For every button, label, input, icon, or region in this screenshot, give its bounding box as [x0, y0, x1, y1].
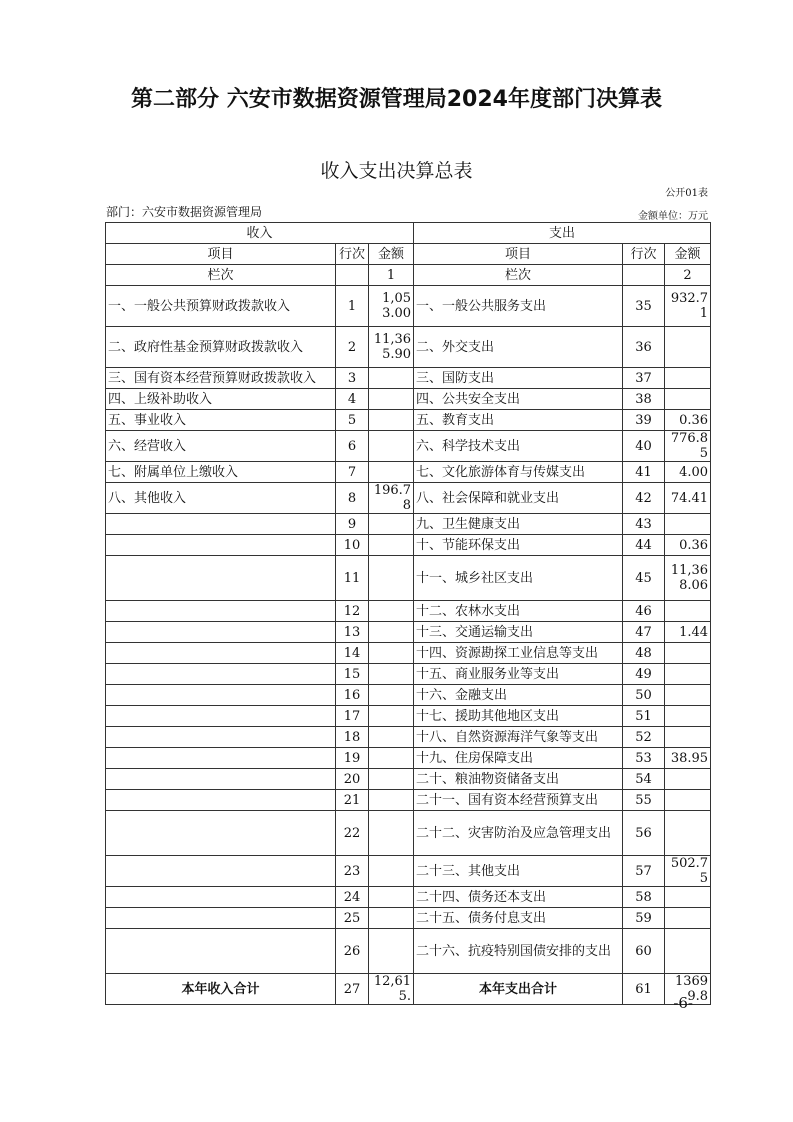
income-amount-cell [369, 368, 414, 389]
income-amount-cell [369, 514, 414, 535]
income-amount-cell [369, 887, 414, 908]
income-item-cell [106, 929, 336, 974]
income-item-cell [106, 601, 336, 622]
income-row-no-cell: 11 [336, 556, 369, 601]
expense-row-no-cell: 55 [623, 790, 665, 811]
income-item-cell [106, 727, 336, 748]
expense-row-no-cell: 39 [623, 410, 665, 431]
expense-row-no-cell: 57 [623, 856, 665, 887]
income-amount-header: 金额 [369, 244, 414, 265]
page-title: 第二部分 六安市数据资源管理局2024年度部门决算表 [131, 87, 662, 112]
expense-amount-cell [665, 664, 711, 685]
income-amount-cell: 196.78 [369, 483, 414, 514]
income-row-no-cell: 20 [336, 769, 369, 790]
unit-label: 金额单位：万元 [638, 211, 708, 222]
expense-total-amount: 13699.8 [665, 974, 711, 1005]
expense-row-no-cell: 47 [623, 622, 665, 643]
income-item-cell [106, 706, 336, 727]
income-amount-cell [369, 769, 414, 790]
income-item-cell: 三、国有资本经营预算财政拨款收入 [106, 368, 336, 389]
expense-item-cell: 四、公共安全支出 [414, 389, 623, 410]
table-row [106, 727, 711, 748]
income-total-label: 本年收入合计 [106, 974, 336, 1005]
expense-section-header: 支出 [414, 223, 711, 244]
expense-amount-cell [665, 601, 711, 622]
expense-row-no-cell: 35 [623, 286, 665, 327]
expense-row-no-cell: 49 [623, 664, 665, 685]
income-expense-table [105, 222, 711, 1005]
income-row-no-cell: 13 [336, 622, 369, 643]
expense-amount-cell [665, 514, 711, 535]
empty-cell [336, 265, 369, 286]
expense-row-no-cell: 46 [623, 601, 665, 622]
expense-row-no-cell: 58 [623, 887, 665, 908]
income-item-cell [106, 643, 336, 664]
income-row-no-cell: 26 [336, 929, 369, 974]
income-item-cell [106, 664, 336, 685]
income-row-no-header: 行次 [336, 244, 369, 265]
income-item-cell [106, 514, 336, 535]
table-row [106, 887, 711, 908]
income-row-no-cell: 24 [336, 887, 369, 908]
expense-row-no-cell: 38 [623, 389, 665, 410]
expense-item-cell: 十四、资源勘探工业信息等支出 [414, 643, 623, 664]
table-row [106, 327, 711, 368]
table-row [106, 368, 711, 389]
expense-amount-cell [665, 368, 711, 389]
table-row [106, 685, 711, 706]
empty-cell [623, 265, 665, 286]
expense-item-cell: 三、国防支出 [414, 368, 623, 389]
expense-item-cell: 二、外交支出 [414, 327, 623, 368]
income-row-no-cell: 3 [336, 368, 369, 389]
table-row [106, 856, 711, 887]
column-number-row [106, 265, 711, 286]
expense-item-cell: 十六、金融支出 [414, 685, 623, 706]
expense-amount-cell [665, 929, 711, 974]
table-row [106, 462, 711, 483]
expense-item-cell: 二十六、抗疫特别国债安排的支出 [414, 929, 623, 974]
income-amount-cell [369, 727, 414, 748]
income-row-no-cell: 15 [336, 664, 369, 685]
table-row [106, 622, 711, 643]
table-row [106, 790, 711, 811]
expense-amount-cell [665, 706, 711, 727]
expense-row-no-cell: 50 [623, 685, 665, 706]
income-amount-cell [369, 643, 414, 664]
expense-item-cell: 二十、粮油物资储备支出 [414, 769, 623, 790]
table-row [106, 483, 711, 514]
expense-item-cell: 二十五、债务付息支出 [414, 908, 623, 929]
table-row [106, 706, 711, 727]
table-code: 公开01表 [665, 188, 708, 199]
table-row [106, 929, 711, 974]
income-item-header: 项目 [106, 244, 336, 265]
expense-amount-cell [665, 908, 711, 929]
expense-total-row-no: 61 [623, 974, 665, 1005]
income-amount-cell [369, 622, 414, 643]
expense-row-no-cell: 56 [623, 811, 665, 856]
expense-item-cell: 十七、援助其他地区支出 [414, 706, 623, 727]
income-item-cell [106, 622, 336, 643]
expense-amount-cell [665, 727, 711, 748]
total-row [106, 974, 711, 1005]
table-row [106, 535, 711, 556]
income-amount-cell [369, 556, 414, 601]
income-row-no-cell: 10 [336, 535, 369, 556]
income-row-no-cell: 9 [336, 514, 369, 535]
expense-item-header: 项目 [414, 244, 623, 265]
income-row-no-cell: 2 [336, 327, 369, 368]
expense-item-cell: 五、教育支出 [414, 410, 623, 431]
income-item-cell: 四、上级补助收入 [106, 389, 336, 410]
income-item-cell [106, 685, 336, 706]
expense-amount-cell: 776.85 [665, 431, 711, 462]
expense-row-no-cell: 48 [623, 643, 665, 664]
income-row-no-cell: 4 [336, 389, 369, 410]
expense-amount-cell: 11,368.06 [665, 556, 711, 601]
expense-row-no-cell: 54 [623, 769, 665, 790]
table-row [106, 286, 711, 327]
income-row-no-cell: 16 [336, 685, 369, 706]
expense-item-cell: 二十三、其他支出 [414, 856, 623, 887]
income-amount-cell [369, 601, 414, 622]
expense-amount-cell: 932.71 [665, 286, 711, 327]
table-row [106, 514, 711, 535]
income-item-cell: 七、附属单位上缴收入 [106, 462, 336, 483]
income-amount-cell [369, 929, 414, 974]
income-row-no-cell: 19 [336, 748, 369, 769]
expense-amount-cell: 1.44 [665, 622, 711, 643]
income-lanci-label: 栏次 [106, 265, 336, 286]
expense-row-no-cell: 40 [623, 431, 665, 462]
income-row-no-cell: 8 [336, 483, 369, 514]
expense-amount-cell: 0.36 [665, 535, 711, 556]
income-item-cell: 一、一般公共预算财政拨款收入 [106, 286, 336, 327]
table-row [106, 431, 711, 462]
income-row-no-cell: 5 [336, 410, 369, 431]
expense-item-cell: 十二、农林水支出 [414, 601, 623, 622]
table-title: 收入支出决算总表 [320, 160, 473, 182]
expense-row-no-cell: 45 [623, 556, 665, 601]
income-item-cell [106, 908, 336, 929]
table-row [106, 908, 711, 929]
income-row-no-cell: 1 [336, 286, 369, 327]
expense-amount-cell: 74.41 [665, 483, 711, 514]
expense-amount-cell: 38.95 [665, 748, 711, 769]
expense-row-no-cell: 59 [623, 908, 665, 929]
table-row [106, 410, 711, 431]
expense-amount-cell [665, 389, 711, 410]
income-amount-cell [369, 811, 414, 856]
expense-amount-cell [665, 887, 711, 908]
expense-amount-cell [665, 790, 711, 811]
income-amount-cell [369, 389, 414, 410]
expense-row-no-cell: 60 [623, 929, 665, 974]
income-total-row-no: 27 [336, 974, 369, 1005]
table-row [106, 556, 711, 601]
income-amount-cell [369, 685, 414, 706]
expense-amount-cell [665, 327, 711, 368]
income-row-no-cell: 25 [336, 908, 369, 929]
expense-row-no-cell: 52 [623, 727, 665, 748]
expense-item-cell: 二十四、债务还本支出 [414, 887, 623, 908]
income-row-no-cell: 21 [336, 790, 369, 811]
expense-amount-cell [665, 643, 711, 664]
income-item-cell [106, 556, 336, 601]
table-row [106, 643, 711, 664]
expense-item-cell: 六、科学技术支出 [414, 431, 623, 462]
expense-row-no-cell: 41 [623, 462, 665, 483]
table-row [106, 748, 711, 769]
income-item-cell [106, 748, 336, 769]
income-item-cell [106, 790, 336, 811]
income-amount-cell [369, 431, 414, 462]
income-item-cell: 二、政府性基金预算财政拨款收入 [106, 327, 336, 368]
department-label: 部门：六安市数据资源管理局 [106, 205, 263, 219]
table-section-header-row [106, 223, 711, 244]
income-item-cell: 六、经营收入 [106, 431, 336, 462]
expense-item-cell: 七、文化旅游体育与传媒支出 [414, 462, 623, 483]
expense-lanci-label: 栏次 [414, 265, 623, 286]
table-row [106, 811, 711, 856]
expense-amount-header: 金额 [665, 244, 711, 265]
table-row [106, 389, 711, 410]
expense-item-cell: 十五、商业服务业等支出 [414, 664, 623, 685]
expense-column-number: 2 [665, 265, 711, 286]
table-row [106, 769, 711, 790]
income-amount-cell: 11,365.90 [369, 327, 414, 368]
income-amount-cell [369, 410, 414, 431]
income-item-cell [106, 535, 336, 556]
income-amount-cell [369, 664, 414, 685]
expense-item-cell: 十九、住房保障支出 [414, 748, 623, 769]
income-amount-cell [369, 748, 414, 769]
expense-item-cell: 十三、交通运输支出 [414, 622, 623, 643]
expense-amount-cell: 502.75 [665, 856, 711, 887]
table-row [106, 664, 711, 685]
expense-item-cell: 九、卫生健康支出 [414, 514, 623, 535]
expense-item-cell: 十一、城乡社区支出 [414, 556, 623, 601]
income-item-cell [106, 811, 336, 856]
income-row-no-cell: 23 [336, 856, 369, 887]
income-item-cell [106, 856, 336, 887]
income-item-cell: 八、其他收入 [106, 483, 336, 514]
income-amount-cell [369, 790, 414, 811]
page-number: -6- [673, 994, 693, 1012]
income-column-number: 1 [369, 265, 414, 286]
income-row-no-cell: 17 [336, 706, 369, 727]
income-amount-cell [369, 706, 414, 727]
expense-amount-cell: 0.36 [665, 410, 711, 431]
table-column-header-row [106, 244, 711, 265]
income-row-no-cell: 22 [336, 811, 369, 856]
expense-item-cell: 二十二、灾害防治及应急管理支出 [414, 811, 623, 856]
expense-total-label: 本年支出合计 [414, 974, 623, 1005]
expense-item-cell: 十、节能环保支出 [414, 535, 623, 556]
expense-row-no-cell: 53 [623, 748, 665, 769]
income-row-no-cell: 12 [336, 601, 369, 622]
expense-item-cell: 八、社会保障和就业支出 [414, 483, 623, 514]
income-amount-cell [369, 462, 414, 483]
expense-amount-cell [665, 685, 711, 706]
income-row-no-cell: 18 [336, 727, 369, 748]
income-total-amount: 12,615. [369, 974, 414, 1005]
expense-row-no-cell: 51 [623, 706, 665, 727]
income-item-cell [106, 887, 336, 908]
expense-amount-cell: 4.00 [665, 462, 711, 483]
expense-amount-cell [665, 811, 711, 856]
income-item-cell [106, 769, 336, 790]
expense-row-no-cell: 44 [623, 535, 665, 556]
income-amount-cell [369, 535, 414, 556]
expense-row-no-cell: 43 [623, 514, 665, 535]
expense-item-cell: 一、一般公共服务支出 [414, 286, 623, 327]
income-row-no-cell: 14 [336, 643, 369, 664]
income-item-cell: 五、事业收入 [106, 410, 336, 431]
expense-item-cell: 二十一、国有资本经营预算支出 [414, 790, 623, 811]
income-row-no-cell: 7 [336, 462, 369, 483]
expense-amount-cell [665, 769, 711, 790]
income-row-no-cell: 6 [336, 431, 369, 462]
income-amount-cell [369, 856, 414, 887]
income-amount-cell: 1,053.00 [369, 286, 414, 327]
expense-row-no-cell: 37 [623, 368, 665, 389]
income-section-header: 收入 [106, 223, 414, 244]
expense-row-no-cell: 36 [623, 327, 665, 368]
table-row [106, 601, 711, 622]
expense-row-no-header: 行次 [623, 244, 665, 265]
expense-item-cell: 十八、自然资源海洋气象等支出 [414, 727, 623, 748]
expense-row-no-cell: 42 [623, 483, 665, 514]
income-amount-cell [369, 908, 414, 929]
